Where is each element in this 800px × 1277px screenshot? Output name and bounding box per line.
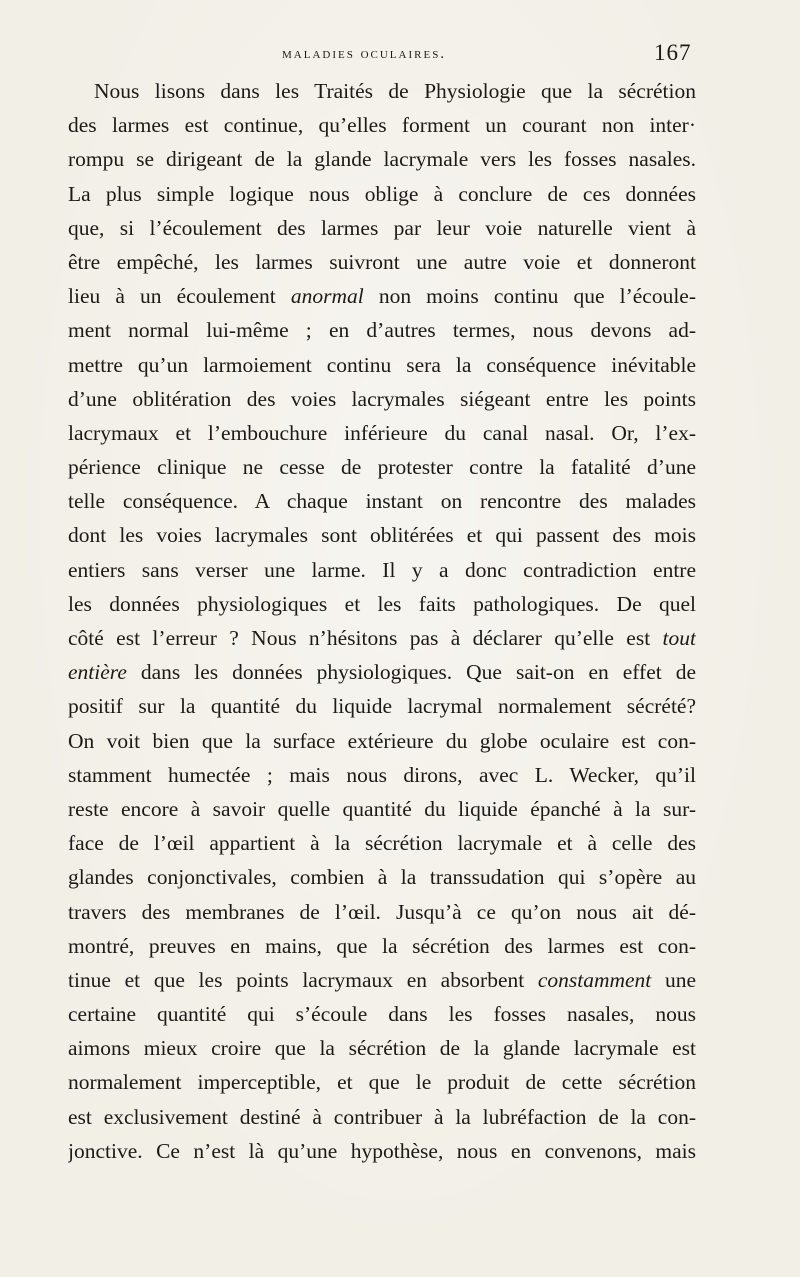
text-line xyxy=(68,211,696,245)
text-segment: reste encore à savoir quelle quantité du liquide épanché à la sur- xyxy=(68,796,696,821)
text-segment: périence clinique ne cesse de protester contre la fatalité d’une xyxy=(68,455,696,480)
text-segment: stamment humectée ; mais nous dirons, avec L. Wecker, qu’il xyxy=(68,762,696,787)
text-segment: positif sur la quantité du liquide lacrymal normalement sécrété? xyxy=(68,694,696,719)
text-line xyxy=(68,313,696,347)
text-segment: montré, preuves en mains, que la sécrétion des larmes est con- xyxy=(68,933,696,958)
text-line xyxy=(68,177,696,211)
text-segment: que, si l’écoulement des larmes par leur voie naturelle vient à xyxy=(68,215,696,240)
text-line xyxy=(68,450,696,484)
text-segment: entiers sans verser une larme. Il y a donc contradiction entre xyxy=(68,557,696,582)
text-segment: mettre qu’un larmoiement continu sera la conséquence inévitable xyxy=(68,352,696,377)
text-segment: d’une oblitération des voies lacrymales siégeant entre les points xyxy=(68,386,696,411)
text-segment: aimons mieux croire que la sécrétion de la glande lacrymale est xyxy=(68,1036,696,1061)
text-segment: côté est l’erreur ? Nous n’hésitons pas à déclarer qu’elle est xyxy=(68,626,663,650)
text-segment: des larmes est continue, qu’elles forment un courant non inter· xyxy=(68,113,696,138)
text-segment: glandes conjonctivales, combien à la transsudation qui s’opère au xyxy=(68,865,696,890)
italic-text: constamment xyxy=(537,967,652,992)
text-segment: jonctive. Ce n’est là qu’une hypothèse, nous en convenons, mais xyxy=(68,1138,696,1163)
text-segment: telle conséquence. A chaque instant on rencontre des malades xyxy=(68,489,696,514)
text-line xyxy=(68,860,696,894)
text-segment: est exclusivement destiné à contribuer à la lubréfaction de la con- xyxy=(68,1104,696,1129)
italic-text: tout xyxy=(662,626,696,650)
text-line xyxy=(68,655,696,689)
text-segment: tinue et que les points lacrymaux en absorbent xyxy=(68,967,538,992)
text-segment: certaine quantité qui s’écoule dans les fosses nasales, nous xyxy=(68,1002,696,1027)
text-line xyxy=(68,245,696,279)
text-line xyxy=(68,518,696,552)
running-head xyxy=(0,42,800,70)
text-line xyxy=(68,621,696,655)
text-line xyxy=(68,1065,696,1099)
text-line xyxy=(68,929,696,963)
text-line xyxy=(68,689,696,723)
italic-text: entière xyxy=(68,660,127,685)
text-segment: ment normal lui-même ; en d’autres termes, nous devons ad- xyxy=(68,318,696,343)
italic-text: anormal xyxy=(290,284,364,309)
text-line xyxy=(68,724,696,758)
text-line xyxy=(68,997,696,1031)
text-line xyxy=(68,1031,696,1065)
text-segment: les données physiologiques et les faits pathologiques. De quel xyxy=(68,591,696,616)
text-line xyxy=(68,826,696,860)
text-line xyxy=(68,348,696,382)
body-text xyxy=(68,74,696,1168)
text-segment: travers des membranes de l’œil. Jusqu’à ce qu’on nous ait dé- xyxy=(68,899,696,924)
text-line xyxy=(68,1100,696,1134)
text-segment: La plus simple logique nous oblige à conclure de ces données xyxy=(68,181,696,206)
text-segment: Nous lisons dans les Traités de Physiologie que la sécrétion xyxy=(94,79,696,103)
text-line xyxy=(68,142,696,176)
text-line xyxy=(68,74,696,108)
text-line xyxy=(68,484,696,518)
text-segment: dans les données physiologiques. Que sait-on en effet de xyxy=(126,660,696,685)
text-segment: On voit bien que la surface extérieure du globe oculaire est con- xyxy=(68,728,696,753)
text-line xyxy=(68,553,696,587)
text-line xyxy=(68,382,696,416)
text-segment: lieu à un écoulement xyxy=(68,284,291,309)
text-line xyxy=(68,758,696,792)
text-line xyxy=(68,792,696,826)
text-segment: être empêché, les larmes suivront une autre voie et donneront xyxy=(68,249,696,274)
text-line xyxy=(68,279,696,313)
text-segment: dont les voies lacrymales sont oblitérées et qui passent des mois xyxy=(68,523,696,548)
text-segment: lacrymaux et l’embouchure inférieure du canal nasal. Or, l’ex- xyxy=(68,420,696,445)
text-segment: rompu se dirigeant de la glande lacrymale vers les fosses nasales. xyxy=(68,147,696,172)
page-number: 167 xyxy=(654,40,692,65)
running-title: maladies oculaires. xyxy=(282,46,447,62)
text-segment: une xyxy=(651,967,696,992)
text-line xyxy=(68,895,696,929)
text-line xyxy=(68,108,696,142)
text-segment: normalement imperceptible, et que le produit de cette sécrétion xyxy=(68,1070,696,1095)
text-line xyxy=(68,1134,696,1168)
text-line xyxy=(68,587,696,621)
text-line xyxy=(68,416,696,450)
text-segment: face de l’œil appartient à la sécrétion lacrymale et à celle des xyxy=(68,831,696,856)
text-segment: non moins continu que l’écoule- xyxy=(363,284,696,309)
text-line xyxy=(68,963,696,997)
